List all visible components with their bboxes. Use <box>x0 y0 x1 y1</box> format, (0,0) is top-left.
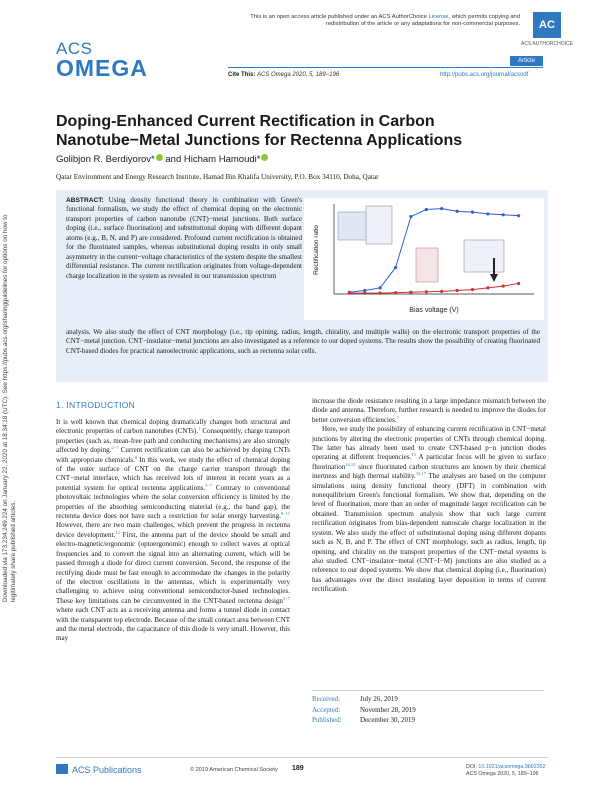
data-point <box>455 289 458 292</box>
paragraph: increase the diode resistance resulting in a large impedance mismatch between the diode and antenna. Therefore, further research is needed to improve the diodes for better conversion efficiencies.$^7$ <box>312 397 546 424</box>
data-point <box>394 291 397 294</box>
paragraph: Here, we study the possibility of enhancing current rectification in CNT−metal junctions by altering the electronic properties of CNTs through chemical doping. The latter has already been used to create CNT-based p−n junction diodes operating at different frequencies.$^{13}$ A particular focus will be given to surface fluorination$^{14,15}$ since fluorinated carbon structures are known by their chemical inertness and high thermal stability.$^{16,17}$ The analyses are based on the computer simulations using density functional theory (DFT) in combination with nonequilibrium Green's functional formalism. We show that, depending on the level of fluorination, more than an order of magnitude larger rectification can be obtained. Transmission spectrum analysis show that such large current rectification originates from bias-dependent nanoscale charge localization in the system. We also study the effect of substitutional doping using different dopants such as N, B, and P. The effect of CNT morphology, such as radius, length, tip opening, and chirality on the transport properties of the CNT−metal systems is also studied. CNT−insulator−metal (CNT−I−M) junctions are also studied as a reference to our doped systems. We show that chemical doping (i.e., fluorination) has advantages over the direct insulating layer deposition in terms of current rectification. <box>312 425 546 594</box>
data-point <box>379 286 382 289</box>
publication-dates: Received: July 26, 2019 Accepted: November 28, 2019 Published: December 30, 2019 <box>312 695 416 724</box>
data-point <box>502 284 505 287</box>
logo-acs: ACS <box>56 39 93 58</box>
dates-rule <box>312 690 544 691</box>
acs-publications-logo[interactable]: ACS Publications <box>56 764 142 775</box>
data-point <box>517 282 520 285</box>
copyright: © 2019 American Chemical Society <box>190 767 278 773</box>
orcid-icon[interactable] <box>156 154 163 161</box>
authorchoice-badge: AC <box>533 12 561 38</box>
abstract-text: ABSTRACT: Using density functional theory in combination with Green's functional formalism, we study the effect of chemical doping on the electronic transport properties of carbon nanotube (CNT)−metal junctions. Both surface doping (i.e., surface fluorination) and substitutional doping with different dopant atoms (e.g., B, N, and P) are considered. Profound current rectification is obtained for the fluorinated samples, whereas substitutional doping results in only small asymmetry in the current−voltage characteristics of the system despite the smallest differential resistance. The current rectification originates from voltage-dependent charge localization in the system as revealed in our transmission spectrum <box>66 196 302 280</box>
data-point <box>394 266 397 269</box>
author-list: Golibjon R. Berdiyorov* and Hicham Hamoudi* <box>56 154 268 165</box>
data-point <box>425 290 428 293</box>
abstract-label: ABSTRACT: <box>66 197 104 204</box>
page-number: 189 <box>292 765 304 772</box>
data-point <box>471 288 474 291</box>
x-axis-label: Bias voltage (V) <box>409 307 459 314</box>
y-axis-label: Rectification ratio <box>313 225 320 275</box>
header-rule <box>228 67 543 68</box>
article-type-tab: Article <box>510 56 543 66</box>
data-point <box>471 211 474 214</box>
download-side-note: Downloaded via 173.234.249.224 on January 22, 2020 at 18:34:18 (UTC). See https://pubs.acs.org/sharingguidelines for options on how to legitimately share published articles. <box>2 214 17 602</box>
data-point <box>486 212 489 215</box>
data-point <box>455 210 458 213</box>
open-access-notice: This is an open access article published under an ACS AuthorChoice License, which permits copying and redistribution of the article or any adaptations for non-commercial purposes. <box>250 14 520 27</box>
journal-url-link[interactable]: http://pubs.acs.org/journal/acsodf <box>440 72 529 78</box>
data-point <box>409 291 412 294</box>
rectification-chart <box>304 198 544 320</box>
logo-omega: OMEGA <box>56 55 148 81</box>
journal-logo <box>56 40 146 90</box>
article-title: Doping-Enhanced Current Rectification in Carbon Nanotube−Metal Junctions for Rectenna Applications <box>56 113 463 149</box>
data-point <box>517 214 520 217</box>
data-point <box>348 292 351 295</box>
toc-graphic <box>304 198 544 320</box>
doi-block: DOI: 10.1021/acsomega.9b02352 ACS Omega 2020, 5, 189−196 <box>466 764 546 777</box>
paragraph: It is well known that chemical doping dramatically changes both structural and electronic properties of carbon nanotubes (CNTs).$^1$ Consequently, charge transport properties (such as, mean-free path and conducting mechanisms) are also strongly affected by doping.$^{2-7}$ Current rectification can also be achieved by doping CNTs with appropriate chemicals.$^8$ In this work, we study the effect of chemical doping of the outer surface of CNT on the charge carrier transport through the CNT−metal interface, which has received lots of interest in recent years as a potential system for optical rectenna applications.$^{5-7}$ Contrary to conventional photovoltaic technologies where the solar conversion efficiency is limited by the properties of the absorbing semiconducting material (e.g., the band gap), the rectenna device does not have such a restriction for solar energy harvesting.$^{8-11}$ However, there are two main challenges, which prevent the progress in rectenna device development.$^{12}$ First, the antenna part of the device should be small and electro-magnetic/ergonomic (optoergonomic) enough to collect waves at optical frequencies and to convert the signal into an alternating current, which will be passed through a diode for direct current conversion. Second, the response of the rectifying diode must be fast enough to accommodate the changes in the polarity of the electron oscillations in the antennas, which is experimentally very challenging to achieve using conventional semiconductor-based technologies. These key limitations can be circumvented in the CNT-based rectenna design$^{5-7}$ where each CNT acts as a receiving antenna and forms a tunnel diode in contact with the transparent top electrode. Because of the small contact area between CNT and the metal electrode, the capacitance of this diode is very small. However, this may <box>56 418 291 643</box>
data-point <box>486 286 489 289</box>
authorchoice-caption: ACS AUTHORCHOICE <box>521 41 573 47</box>
acs-logo-icon <box>56 764 68 774</box>
data-point <box>425 208 428 211</box>
orcid-icon[interactable] <box>261 154 268 161</box>
column-left <box>56 418 290 644</box>
license-link[interactable]: License <box>428 14 449 20</box>
doi-link[interactable]: 10.1021/acsomega.9b02352 <box>478 764 546 770</box>
section-heading-introduction: 1. INTRODUCTION <box>56 400 136 410</box>
data-point <box>440 290 443 293</box>
author-2[interactable]: Hicham Hamoudi* <box>183 154 261 165</box>
cite-this[interactable]: Cite This: ACS Omega 2020, 5, 189−196 <box>228 72 340 78</box>
data-point <box>502 213 505 216</box>
affiliation: Qatar Environment and Energy Research Institute, Hamad Bin Khalifa University, P.O. Box 34110, Doha, Qatar <box>56 173 379 181</box>
footer-rule <box>56 757 548 758</box>
abstract-text-continued: analysis. We also study the effect of CNT morphology (i.e., tip opining, radius, length, chirality, and multiple walls) on the electronic transport properties of the CNT−metal junction. CNT−insulator−metal junctions are also investigated as a reference to our doped systems. The results show the possibility of creating fluorinated CNT-based diodes for practical nanoelectronic applications, such as rectenna solar cells. <box>66 328 540 355</box>
data-point <box>363 292 366 295</box>
data-point <box>440 207 443 210</box>
author-1[interactable]: Golibjon R. Berdiyorov* <box>56 154 155 165</box>
data-point <box>379 292 382 295</box>
data-point <box>409 215 412 218</box>
column-right <box>312 397 546 595</box>
